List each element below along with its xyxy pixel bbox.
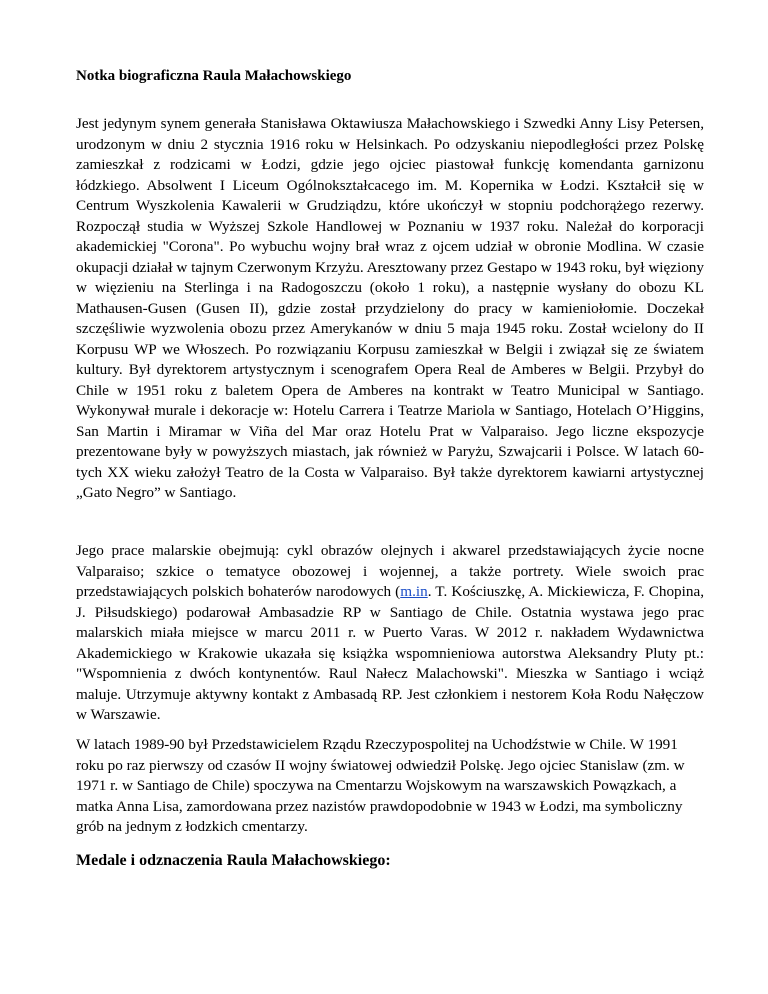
medals-heading: Medale i odznaczenia Raula Małachowskiego: (76, 852, 391, 869)
biography-paragraph-2 (76, 541, 704, 726)
biography-paragraph-1: Jest jedynym synem generała Stanisława Oktawiusza Małachowskiego i Szwedki Anny Lisy Petersen, urodzonym w dniu 2 stycznia 1916 roku w Helsinkach. Po odzyskaniu niepodległości przez Polskę zamieszkał z rodzicami w Łodzi, gdzie jego ojciec piastował funkcję komendanta garnizonu łódzkiego. Absolwent I Liceum Ogólnokształcacego im. M. Kopernika w Łodzi. Kształcił się w Centrum Wyszkolenia Kawalerii w Grudziądzu, które ukończył w stopniu podchorążego rezerwy. Rozpoczął studia w Wyższej Szkole Handlowej w Poznaniu w 1937 roku. Należał do korporacji akademickiej "Corona". Po wybuchu wojny brał wraz z ojcem udział w obronie Modlina. W czasie okupacji działał w tajnym Czerwonym Krzyżu. Aresztowany przez Gestapo w 1943 roku, był więziony w więzieniu na Sterlinga i na Radogoszczu (około 1 roku), a następnie wysłany do obozu KL Mathausen-Gusen (Gusen II), gdzie został przydzielony do pracy w kamieniołomie. Doczekał szczęśliwie wyzwolenia obozu przez Amerykanów w dniu 5 maja 1945 roku. Został wcielony do II Korpusu WP we Włoszech. Po rozwiązaniu Korpusu zamieszkał w Belgii i związał się ze światem kultury. Był dyrektorem artystycznym i scenografem Opera Real de Amberes w Belgii. Przybył do Chile w 1951 roku z baletem Opera de Amberes na kontrakt w Teatro Municipal w Santiago. Wykonywał murale i dekoracje w: Hotelu Carrera i Teatrze Mariola w Santiago, Hotelach O’Higgins, San Martin i Miramar w Viña del Mar oraz Hotelu Prat w Valparaiso. Jego liczne ekspozycje prezentowane były w powyższych miastach, jak również w Paryżu, Szwajcarii i Polsce. W latach 60-tych XX wieku założył Teatro de la Costa w Valparaiso. Był także dyrektorem kawiarni artystycznej „Gato Negro” w Santiago. (76, 115, 704, 501)
paragraph-2-text-start: Jego prace malarskie obejmują: cykl obrazów olejnych i akwarel przedstawiających życie nocne Valparaiso; szkice o tematyce obozowej i wojennej, a także portrety. Wiele swoich prac przedstawiających polskich bohaterów narodowych ( (76, 542, 704, 600)
mlin-link[interactable]: m.in (400, 583, 428, 600)
paragraph-2-text-end: . T. Kościuszkę, A. Mickiewicza, F. Chopina, J. Piłsudskiego) podarował Ambasadzie RP w Santiago de Chile. Ostatnia wystawa jego prac malarskich miała miejsce w marcu 2011 r. w Puerto Varas. W 2012 r. nakładem Wydawnictwa Akademickiego w Krakowie ukazała się książka wspomnieniowa autorstwa Aleksandry Pluty pt.: "Wspomnienia z dwóch kontynentów. Raul Nałecz Malachowski". Mieszka w Santiago i wciąż maluje. Utrzymuje aktywny kontakt z Ambasadą RP. Jest członkiem i nestorem Koła Rodu Nałęczow w Warszawie. (76, 583, 704, 723)
document-title: Notka biograficzna Raula Małachowskiego (76, 68, 352, 84)
biography-paragraph-3: W latach 1989-90 był Przedstawicielem Rządu Rzeczypospolitej na Uchodźstwie w Chile. W 1991 roku po raz pierwszy od czasów II wojny światowej odwiedził Polskę. Jego ojciec Stanislaw (zm. w 1971 r. w Santiago de Chile) spoczywa na Cmentarzu Wojskowym na warszawskich Powązkach, a matka Anna Lisa, zamordowana przez nazistów prawdopodobnie w 1943 w Łodzi, ma symboliczny grób na jednym z łodzkich cmentarzy. (76, 736, 685, 835)
